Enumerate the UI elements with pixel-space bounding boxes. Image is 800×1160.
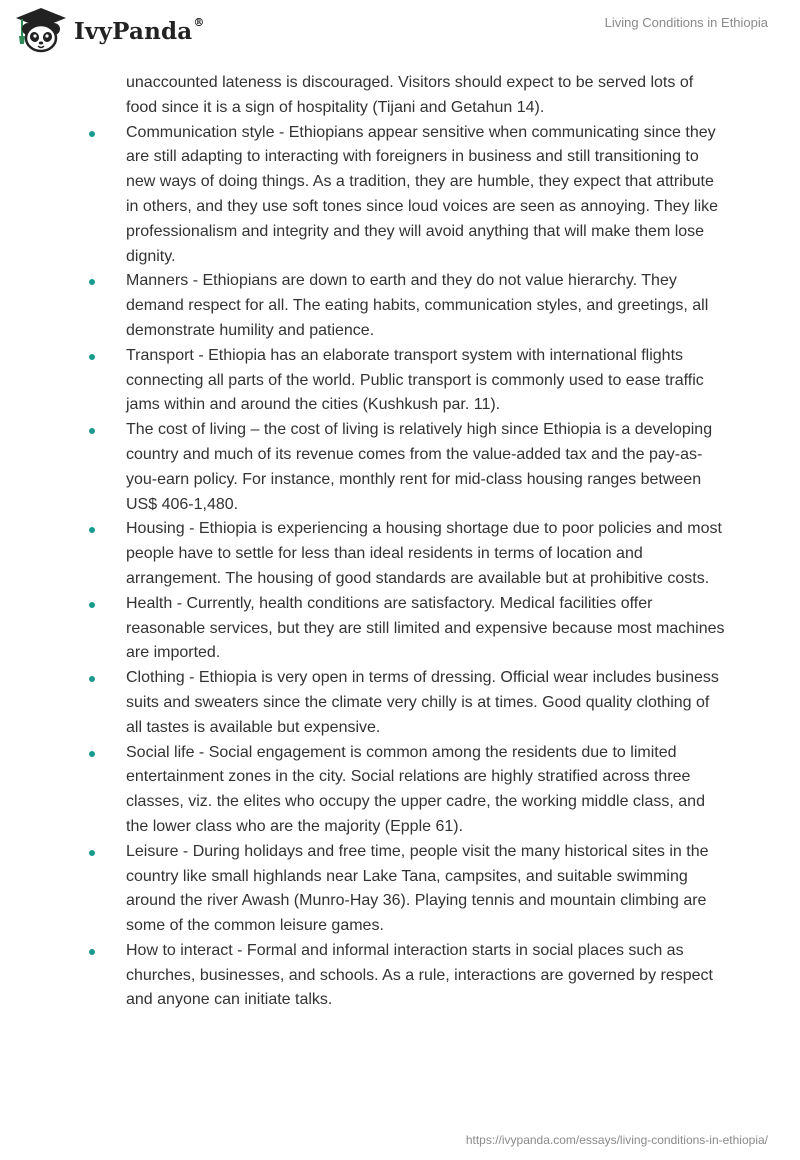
list-item-text: How to interact - Formal and informal interaction starts in social places such as churches, businesses, and schools. As a rule, interactions are governed by respect and anyone can initiate talks. (126, 941, 713, 1009)
list-item-text: Clothing - Ethiopia is very open in terms of dressing. Official wear includes business suits and sweaters since the climate very chilly is at times. Good quality clothing of all tastes is available but expensive. (126, 669, 719, 736)
list-item (126, 939, 726, 1013)
document-title: Living Conditions in Ethiopia (604, 15, 768, 30)
bullet-icon (89, 751, 95, 757)
list-item (126, 121, 726, 270)
bullet-icon (89, 949, 95, 955)
list-item-text: Leisure - During holidays and free time, people visit the many historical sites in the country like small highlands near Lake Tana, campsites, and suitable swimming around the river Awash (Munro-Hay 36). Playing tennis and mountain climbing are some of the common leisure games. (126, 842, 709, 935)
bullet-icon (89, 602, 95, 608)
list-item (126, 592, 726, 666)
bullet-icon (89, 527, 95, 533)
list-item-text: Health - Currently, health conditions are satisfactory. Medical facilities offer reasonable services, but they are still limited and expensive because most machines are imported. (126, 594, 725, 662)
ivypanda-logo[interactable] (14, 6, 205, 54)
list-item (126, 269, 726, 343)
bullet-icon (89, 428, 95, 434)
bullet-icon (89, 279, 95, 285)
list-item-text: Housing - Ethiopia is experiencing a housing shortage due to poor policies and most people have to settle for less than ideal residents in terms of location and arrangement. The housing of good standards are available but at prohibitive costs. (126, 520, 722, 587)
panda-graduate-icon (14, 6, 68, 54)
source-url[interactable]: https://ivypanda.com/essays/living-conditions-in-ethiopia/ (465, 1133, 768, 1147)
logo-wordmark (74, 15, 205, 45)
list-item-text: Communication style - Ethiopians appear sensitive when communicating since they are still adapting to interacting with foreigners in business and still transitioning to new ways of doing things. As a tradition, they are humble, they expect that attribute in others, and they use soft tones since loud voices are seen as annoying. They like professionalism and integrity and they will avoid anything that will make them lose dignity. (126, 123, 719, 265)
list-item (126, 741, 726, 840)
list-item (126, 517, 726, 591)
continuation-paragraph: unaccounted lateness is discouraged. Visitors should expect to be served lots of food since it is a sign of hospitality (Tijani and Getahun 14). (126, 74, 694, 116)
list-item (126, 666, 726, 740)
registered-mark: ® (193, 15, 205, 29)
list-item (126, 344, 726, 418)
list-item-text: The cost of living – the cost of living is relatively high since Ethiopia is a developing country and much of its revenue comes from the value-added tax and the pay-as-you-earn policy. For instance, monthly rent for mid-class housing ranges between US$ 406-1,480. (126, 421, 713, 513)
list-item (126, 418, 726, 517)
bullet-list (0, 121, 800, 1014)
page-header (0, 0, 800, 60)
logo-text: IvyPanda (74, 17, 193, 45)
list-item-text: Transport - Ethiopia has an elaborate transport system with international flights connecting all parts of the world. Public transport is commonly used to ease traffic jams within and around the cities (Kushkush par. 11). (126, 346, 704, 414)
bullet-icon (89, 131, 95, 137)
bullet-icon (89, 850, 95, 856)
list-item-text: Social life - Social engagement is common among the residents due to limited entertainment zones in the city. Social relations are highly stratified across three classes, viz. the elites who occupy the upper cadre, the working middle class, and the lower class who are the majority (Epple 61). (126, 743, 705, 835)
list-item (126, 840, 726, 939)
list-item-text: Manners - Ethiopians are down to earth and they do not value hierarchy. They demand respect for all. The eating habits, communication styles, and greetings, all demonstrate humility and patience. (126, 272, 709, 339)
essay-content (0, 71, 800, 1013)
bullet-icon (89, 354, 95, 360)
bullet-icon (89, 676, 95, 682)
